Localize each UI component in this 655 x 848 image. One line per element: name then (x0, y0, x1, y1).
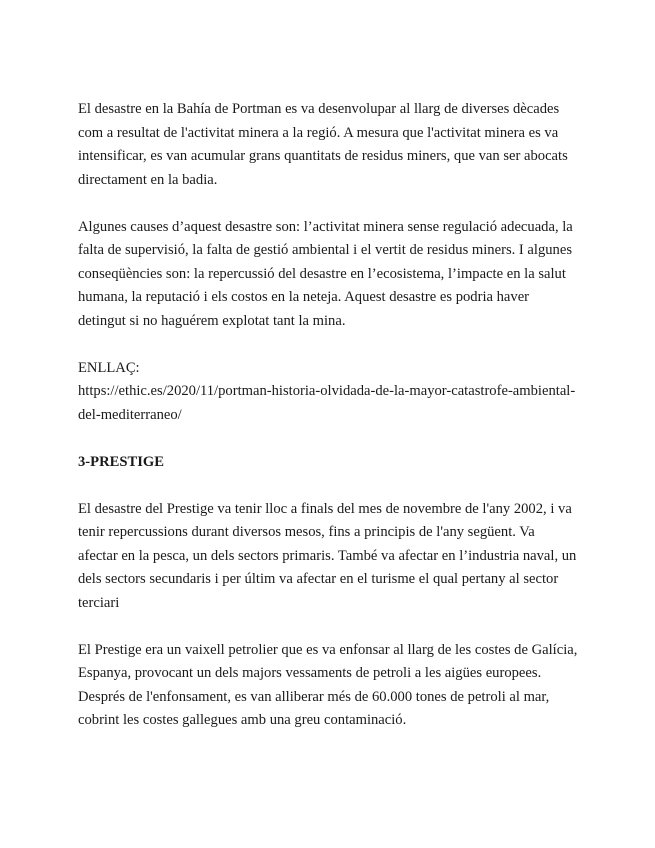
link-label: ENLLAÇ: (78, 359, 140, 376)
paragraph-portman-intro: El desastre en la Bahía de Portman es va desenvolupar al llarg de diverses dècades com a resultat de l'activitat minera a la regió. A mesura que l'activitat minera es va intensificar, es van acumular grans quantitats de residus miners, que van ser abocats directament en la badia. (78, 101, 568, 188)
document-body (78, 98, 578, 756)
paragraph-portman-causes: Algunes causes d’aquest desastre son: l’activitat minera sense regulació adecuada, la falta de supervisió, la falta de gestió ambiental i el vertit de residus miners. I algunes conseqüències son: la repercussió del desastre en l’ecosistema, l’impacte en la salut humana, la reputació i els costos en la neteja. Aquest desastre es podria haver detingut si no haguérem explotat tant la mina. (78, 218, 573, 329)
section-heading-prestige: 3-PRESTIGE (78, 453, 164, 470)
reference-link[interactable]: https://ethic.es/2020/11/portman-historia-olvidada-de-la-mayor-catastrofe-ambiental-del-mediterraneo/ (78, 383, 576, 423)
paragraph-prestige-sectors: El desastre del Prestige va tenir lloc a finals del mes de novembre de l'any 2002, i va tenir repercussions durant diversos mesos, fins a principis de l'any següent. Va afectar en la pesca, un dels sectors primaris. També va afectar en l’industria naval, un dels sectors secundaris i per últim va afectar en el turisme el qual pertany al sector terciari (78, 500, 577, 611)
paragraph-prestige-ship: El Prestige era un vaixell petrolier que es va enfonsar al llarg de les costes de Galícia, Espanya, provocant un dels majors vessaments de petroli a les aigües europees. Després de l'enfonsament, es van alliberar més de 60.000 tones de petroli al mar, cobrint les costes gallegues amb una greu contaminació. (78, 641, 578, 728)
